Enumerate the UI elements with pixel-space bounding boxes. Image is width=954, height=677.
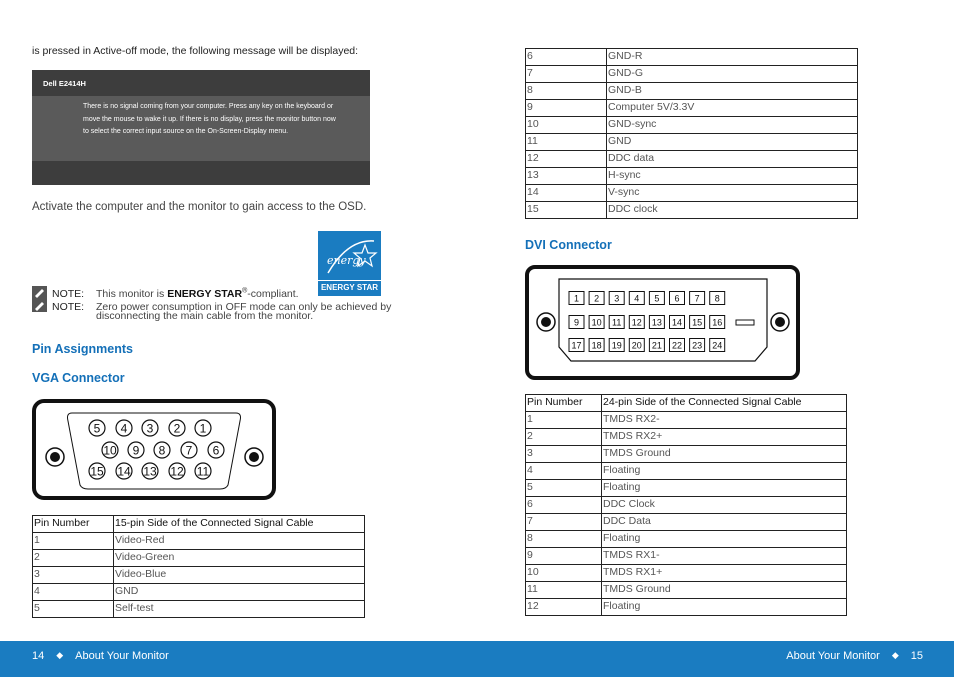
page-number-right: 15: [910, 650, 923, 662]
note-text-line2: disconnecting the main cable from the monitor.: [96, 310, 314, 322]
connector-pin-label: 4: [634, 293, 640, 304]
note-text-bold: ENERGY STAR: [167, 288, 243, 300]
table-row: [33, 584, 365, 601]
intro-text: is pressed in Active-off mode, the following message will be displayed:: [32, 45, 359, 57]
table-header-pin: Pin Number: [526, 395, 602, 412]
table-row: [526, 202, 858, 219]
signal-cell: GND: [607, 134, 858, 151]
signal-cell: TMDS RX2+: [602, 429, 847, 446]
connector-pin-label: 4: [120, 421, 128, 436]
pin-number-cell: 2: [33, 550, 114, 567]
connector-pin-label: 8: [158, 443, 166, 458]
note-text-suffix: -compliant.: [247, 288, 299, 300]
pin-number-cell: 9: [526, 100, 607, 117]
note-energy-star: [32, 286, 299, 300]
signal-cell: Floating: [602, 531, 847, 548]
connector-pin-label: 2: [173, 421, 181, 436]
signal-cell: Video-Green: [114, 550, 365, 567]
note-label: NOTE:: [52, 288, 85, 300]
footer-left: [32, 650, 169, 662]
osd-title: Dell E2414H: [43, 79, 86, 88]
connector-pin-label: 2: [594, 293, 600, 304]
table-row: [526, 446, 847, 463]
connector-pin-label: 10: [103, 443, 117, 458]
table-row: [526, 134, 858, 151]
note-label: NOTE:: [52, 301, 85, 313]
pin-number-cell: 12: [526, 599, 602, 616]
table-header-row: [33, 516, 365, 533]
pin-number-cell: 11: [526, 134, 607, 151]
table-row: [33, 567, 365, 584]
signal-cell: Self-test: [114, 601, 365, 618]
connector-pin-label: 15: [692, 317, 703, 328]
connector-pin-label: 24: [712, 340, 723, 351]
pin-number-cell: 2: [526, 429, 602, 446]
pencil-note-icon: [32, 286, 47, 299]
signal-cell: TMDS Ground: [602, 582, 847, 599]
page-footer: [0, 641, 954, 677]
connector-pin-label: 19: [611, 340, 622, 351]
table-row: [526, 412, 847, 429]
vga-connector-heading: VGA Connector: [32, 371, 125, 385]
table-row: [33, 601, 365, 618]
dvi-connector-heading: DVI Connector: [525, 238, 612, 252]
connector-pin-label: 10: [591, 317, 602, 328]
signal-cell: GND-G: [607, 66, 858, 83]
pin-number-cell: 14: [526, 185, 607, 202]
signal-cell: GND-sync: [607, 117, 858, 134]
connector-pin-label: 18: [591, 340, 602, 351]
table-header-row: [526, 395, 847, 412]
signal-cell: TMDS RX2-: [602, 412, 847, 429]
pin-number-cell: 1: [526, 412, 602, 429]
diamond-bullet-icon: ◆: [891, 650, 899, 660]
table-row: [526, 463, 847, 480]
pin-number-cell: 10: [526, 117, 607, 134]
connector-pin-label: 7: [694, 293, 700, 304]
osd-footer-bar: [32, 161, 370, 185]
vga-pin-table-continued: [525, 48, 858, 219]
connector-pin-label: 11: [612, 317, 622, 328]
connector-pin-label: 8: [714, 293, 720, 304]
pin-number-cell: 7: [526, 66, 607, 83]
signal-cell: Video-Red: [114, 533, 365, 550]
connector-pin-label: 11: [196, 464, 210, 479]
note-text-line1: Zero power consumption in OFF mode can only be achieved by: [96, 301, 392, 313]
signal-cell: DDC Clock: [602, 497, 847, 514]
pin-number-cell: 3: [526, 446, 602, 463]
connector-pin-label: 20: [631, 340, 642, 351]
connector-pin-label: 23: [692, 340, 703, 351]
signal-cell: Floating: [602, 463, 847, 480]
connector-pin-label: 12: [631, 317, 642, 328]
footer-right: [786, 650, 923, 662]
table-row: [526, 429, 847, 446]
connector-pin-label: 16: [712, 317, 723, 328]
pin-number-cell: 10: [526, 565, 602, 582]
connector-pin-label: 3: [146, 421, 154, 436]
signal-cell: TMDS RX1+: [602, 565, 847, 582]
energy-star-script: energy: [327, 254, 366, 267]
diamond-bullet-icon: ◆: [56, 650, 64, 660]
footer-title-left: About Your Monitor: [75, 650, 169, 662]
table-row: [526, 117, 858, 134]
table-row: [526, 151, 858, 168]
connector-pin-label: 13: [651, 317, 662, 328]
table-row: [526, 83, 858, 100]
vga-pin-table: [32, 515, 365, 618]
signal-cell: TMDS Ground: [602, 446, 847, 463]
table-row: [526, 185, 858, 202]
connector-pin-label: 6: [674, 293, 680, 304]
table-row: [526, 514, 847, 531]
pin-number-cell: 7: [526, 514, 602, 531]
signal-cell: V-sync: [607, 185, 858, 202]
table-header-pin: Pin Number: [33, 516, 114, 533]
signal-cell: Floating: [602, 599, 847, 616]
connector-pin-label: 5: [654, 293, 660, 304]
pin-number-cell: 15: [526, 202, 607, 219]
table-row: [33, 550, 365, 567]
table-row: [33, 533, 365, 550]
note-text-reg: ®: [242, 287, 248, 295]
table-header-signal: 24-pin Side of the Connected Signal Cable: [602, 395, 847, 412]
connector-pin-label: 15: [90, 464, 104, 479]
pin-number-cell: 4: [33, 584, 114, 601]
connector-pin-label: 1: [573, 293, 580, 304]
signal-cell: H-sync: [607, 168, 858, 185]
pin-number-cell: 8: [526, 83, 607, 100]
table-row: [526, 497, 847, 514]
dvi-connector-diagram: [525, 265, 800, 380]
connector-pin-label: 14: [117, 464, 131, 479]
vga-connector-diagram: [32, 399, 276, 500]
signal-cell: DDC clock: [607, 202, 858, 219]
energy-star-icon: [318, 231, 381, 281]
pin-number-cell: 5: [33, 601, 114, 618]
connector-pin-label: 17: [571, 340, 582, 351]
connector-pin-label: 3: [614, 293, 620, 304]
pin-number-cell: 6: [526, 497, 602, 514]
connector-pin-label: 1: [199, 421, 207, 436]
table-row: [526, 548, 847, 565]
pin-number-cell: 3: [33, 567, 114, 584]
energy-star-label: ENERGY STAR: [318, 280, 381, 296]
connector-pin-label: 6: [212, 443, 220, 458]
pencil-note-icon: [32, 299, 47, 312]
note-zero-power-line2: [96, 310, 313, 322]
pin-number-cell: 1: [33, 533, 114, 550]
pin-number-cell: 6: [526, 49, 607, 66]
signal-cell: Floating: [602, 480, 847, 497]
table-row: [526, 531, 847, 548]
pin-assignments-heading: Pin Assignments: [32, 342, 133, 356]
signal-cell: DDC Data: [602, 514, 847, 531]
pin-number-cell: 8: [526, 531, 602, 548]
table-row: [526, 565, 847, 582]
footer-title-right: About Your Monitor: [786, 650, 880, 662]
connector-pin-label: 9: [132, 443, 140, 458]
connector-pin-label: 22: [671, 340, 683, 351]
connector-pin-label: 5: [93, 421, 101, 436]
energy-star-logo: [318, 231, 381, 296]
table-row: [526, 49, 858, 66]
signal-cell: GND: [114, 584, 365, 601]
connector-pin-label: 21: [651, 340, 662, 351]
signal-cell: Computer 5V/3.3V: [607, 100, 858, 117]
connector-pin-label: 9: [573, 317, 580, 328]
page-number-left: 14: [32, 650, 45, 662]
signal-cell: Video-Blue: [114, 567, 365, 584]
connector-pin-label: 12: [170, 464, 184, 479]
activate-text: Activate the computer and the monitor to gain access to the OSD.: [32, 201, 367, 213]
signal-cell: GND-B: [607, 83, 858, 100]
table-row: [526, 599, 847, 616]
pin-number-cell: 5: [526, 480, 602, 497]
pin-number-cell: 4: [526, 463, 602, 480]
connector-pin-label: 13: [143, 464, 157, 479]
osd-message: There is no signal coming from your computer. Press any key on the keyboard or move the mouse to wake it up. If there is no display, press the monitor button now to select the correct input source on the On-Screen-Display menu.: [83, 103, 336, 135]
pin-number-cell: 13: [526, 168, 607, 185]
connector-pin-label: 14: [671, 317, 683, 328]
table-header-signal: 15-pin Side of the Connected Signal Cable: [114, 516, 365, 533]
pin-number-cell: 12: [526, 151, 607, 168]
signal-cell: DDC data: [607, 151, 858, 168]
pin-number-cell: 11: [526, 582, 602, 599]
signal-cell: GND-R: [607, 49, 858, 66]
pin-number-cell: 9: [526, 548, 602, 565]
osd-message-box: [32, 70, 370, 185]
table-row: [526, 480, 847, 497]
table-row: [526, 66, 858, 83]
table-row: [526, 100, 858, 117]
signal-cell: TMDS RX1-: [602, 548, 847, 565]
note-text-prefix: This monitor is: [96, 288, 168, 300]
table-row: [526, 582, 847, 599]
dvi-ground-blade: [736, 320, 754, 325]
dvi-pin-table: [525, 394, 847, 616]
table-row: [526, 168, 858, 185]
connector-pin-label: 7: [185, 443, 193, 458]
